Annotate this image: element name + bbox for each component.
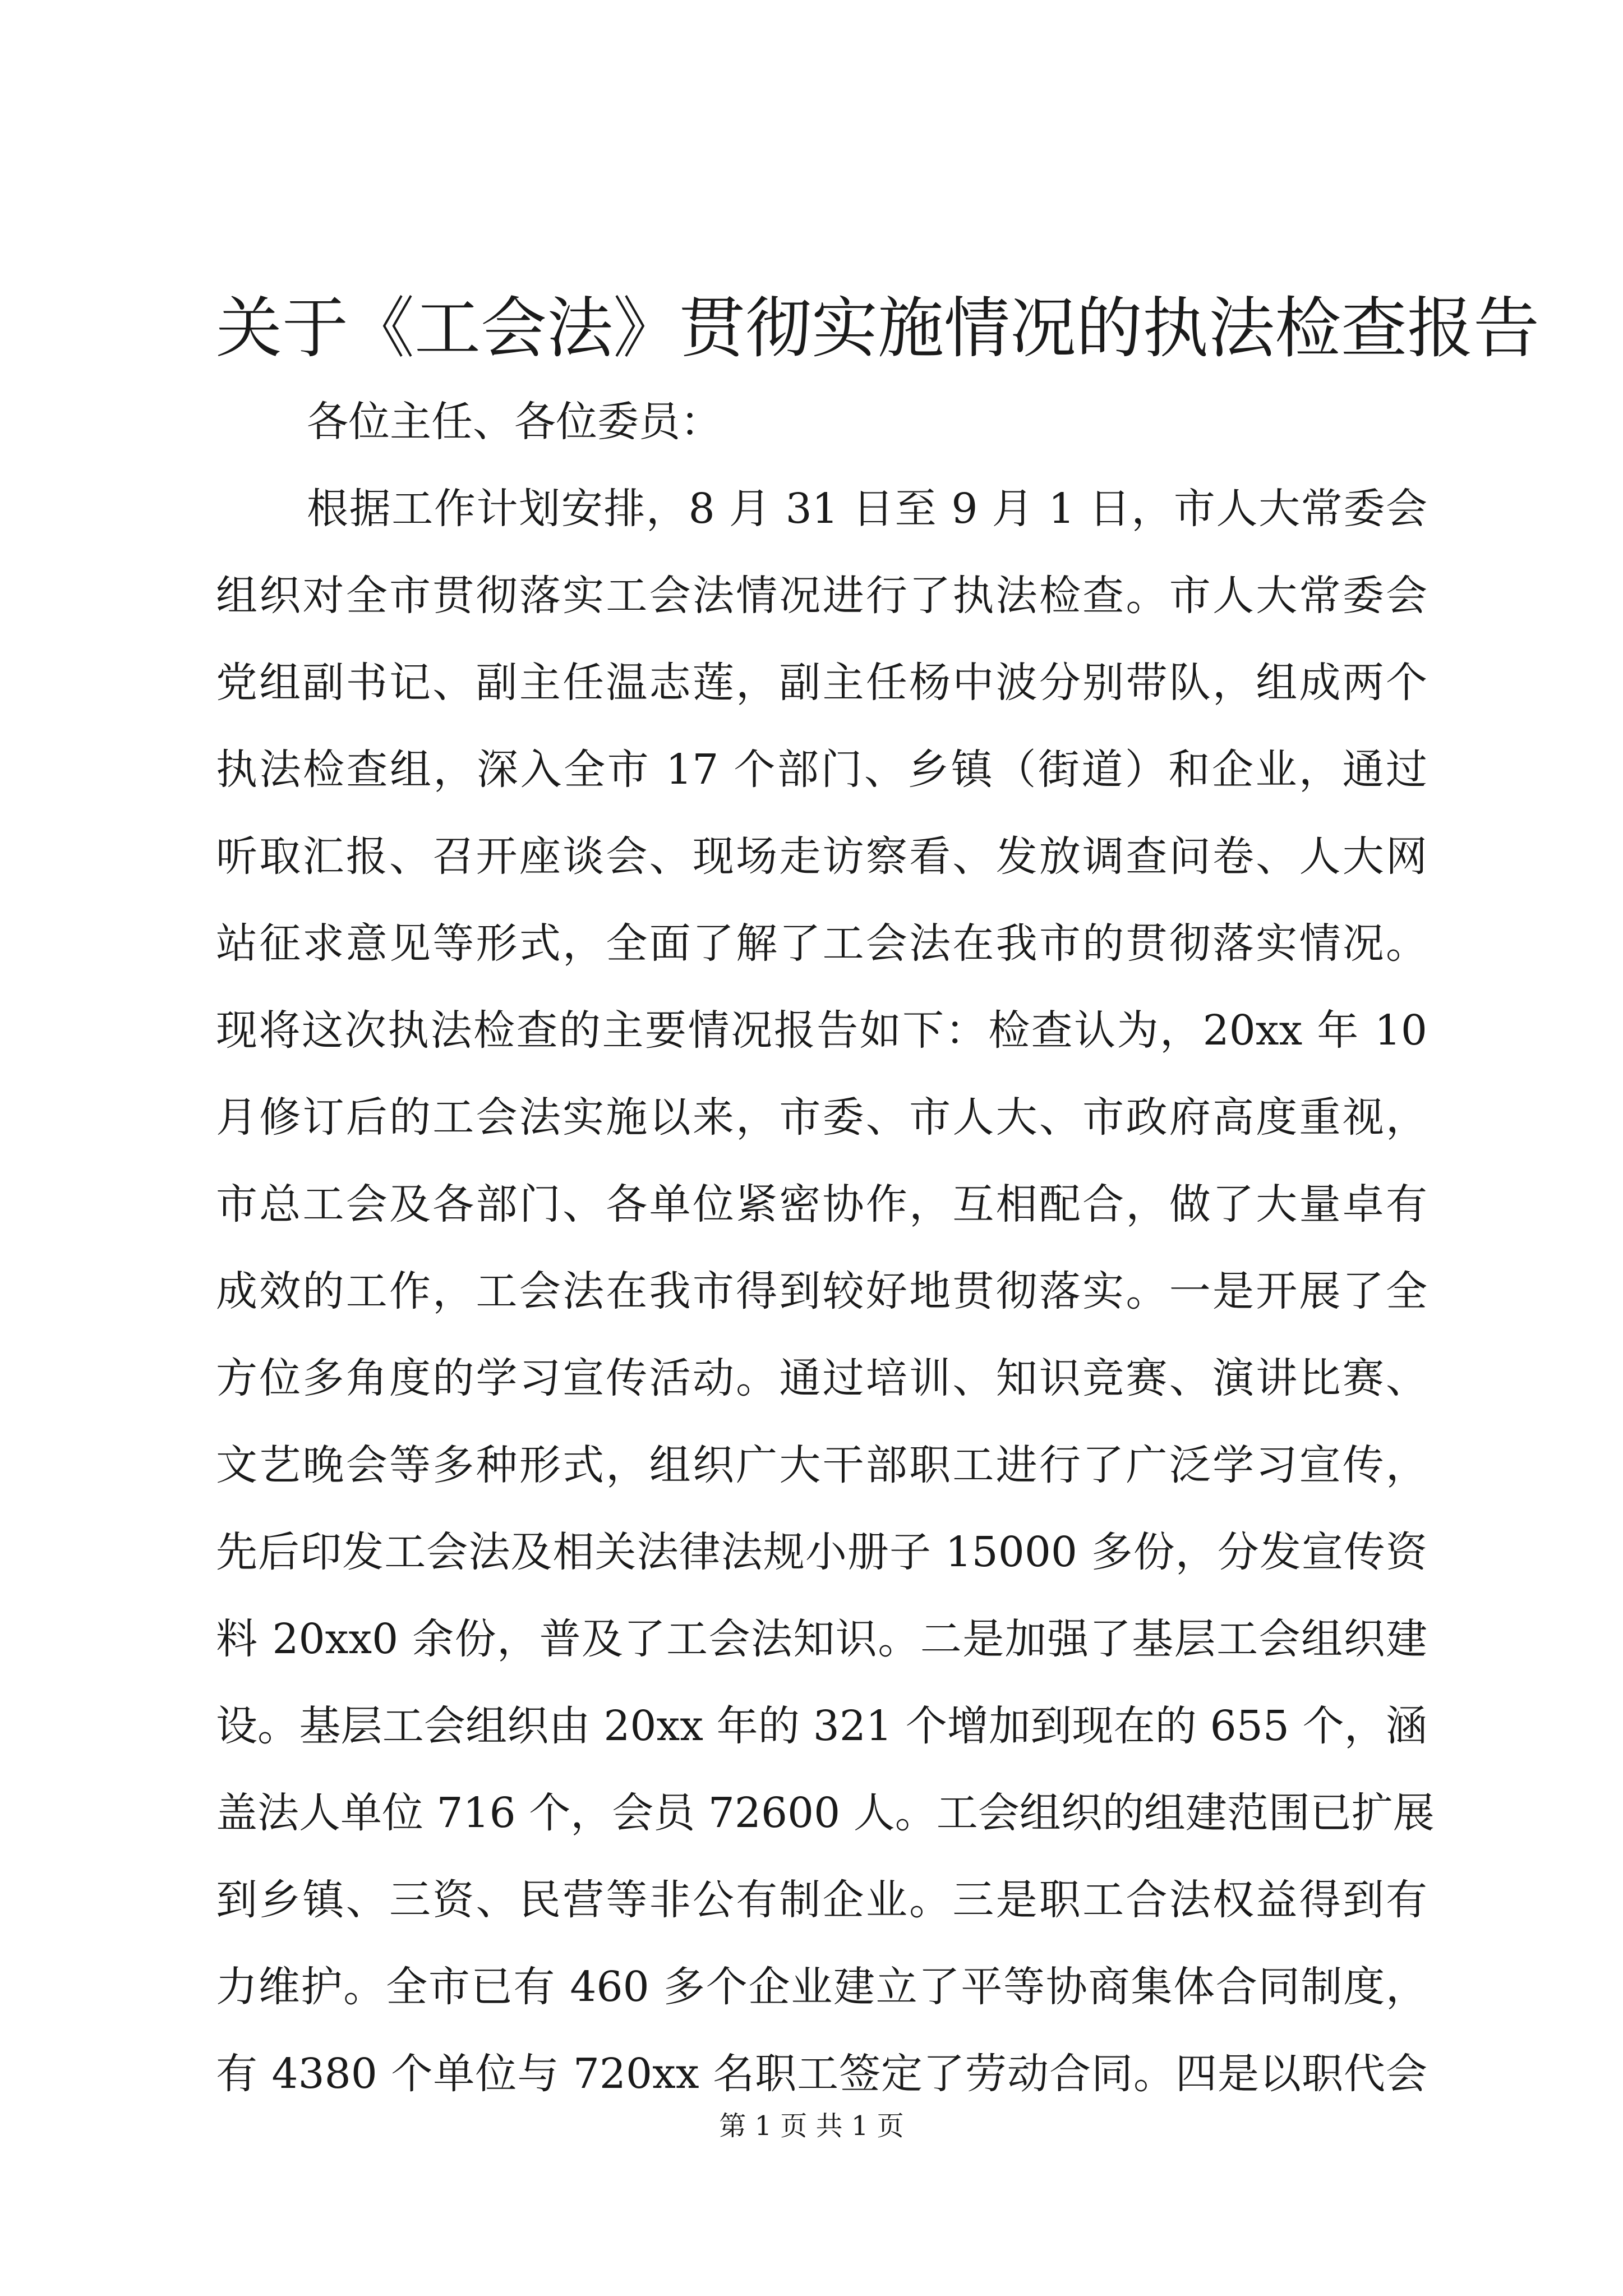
paragraph-line: 方位多角度的学习宣传活动。通过培训、知识竞赛、演讲比赛、 [216, 1354, 1427, 1402]
paragraph-line: 先后印发工会法及相关法律法规小册子 15000 多份，分发宣传资 [216, 1528, 1427, 1576]
paragraph-line: 市总工会及各部门、各单位紧密协作，互相配合，做了大量卓有 [216, 1180, 1427, 1228]
paragraph-line: 现将这次执法检查的主要情况报告如下：检查认为，20xx 年 10 [216, 1006, 1427, 1055]
paragraph-line: 根据工作计划安排，8 月 31 日至 9 月 1 日，市人大常委会 [307, 485, 1427, 533]
paragraph-line: 到乡镇、三资、民营等非公有制企业。三是职工合法权益得到有 [216, 1876, 1427, 1924]
paragraph-line: 力维护。全市已有 460 多个企业建立了平等协商集体合同制度， [216, 1963, 1427, 2011]
paragraph-line: 文艺晚会等多种形式，组织广大干部职工进行了广泛学习宣传， [216, 1441, 1427, 1489]
document-title: 关于《工会法》贯彻实施情况的执法检查报告 [216, 289, 1540, 367]
paragraph-line: 设。基层工会组织由 20xx 年的 321 个增加到现在的 655 个，涵 [216, 1702, 1427, 1750]
paragraph-line: 听取汇报、召开座谈会、现场走访察看、发放调查问卷、人大网 [216, 832, 1427, 881]
paragraph-line: 月修订后的工会法实施以来，市委、市人大、市政府高度重视， [216, 1093, 1427, 1142]
paragraph-line: 料 20xx0 余份，普及了工会法知识。二是加强了基层工会组织建 [216, 1615, 1427, 1663]
paragraph-line: 站征求意见等形式，全面了解了工会法在我市的贯彻落实情况。 [216, 919, 1427, 968]
paragraph-line: 执法检查组，深入全市 17 个部门、乡镇（街道）和企业，通过 [216, 746, 1427, 794]
document-body [216, 379, 1435, 2118]
paragraph-line: 组织对全市贯彻落实工会法情况进行了执法检查。市人大常委会 [216, 572, 1427, 620]
salutation-line: 各位主任、各位委员： [307, 398, 722, 446]
paragraph-line: 党组副书记、副主任温志莲，副主任杨中波分别带队，组成两个 [216, 659, 1427, 707]
paragraph-line: 盖法人单位 716 个，会员 72600 人。工会组织的组建范围已扩展 [216, 1789, 1435, 1837]
paragraph-line: 成效的工作，工会法在我市得到较好地贯彻落实。一是开展了全 [216, 1267, 1427, 1315]
paragraph-line: 有 4380 个单位与 720xx 名职工签定了劳动合同。四是以职代会 [216, 2050, 1427, 2098]
page-footer: 第 1 页 共 1 页 [719, 2110, 904, 2142]
